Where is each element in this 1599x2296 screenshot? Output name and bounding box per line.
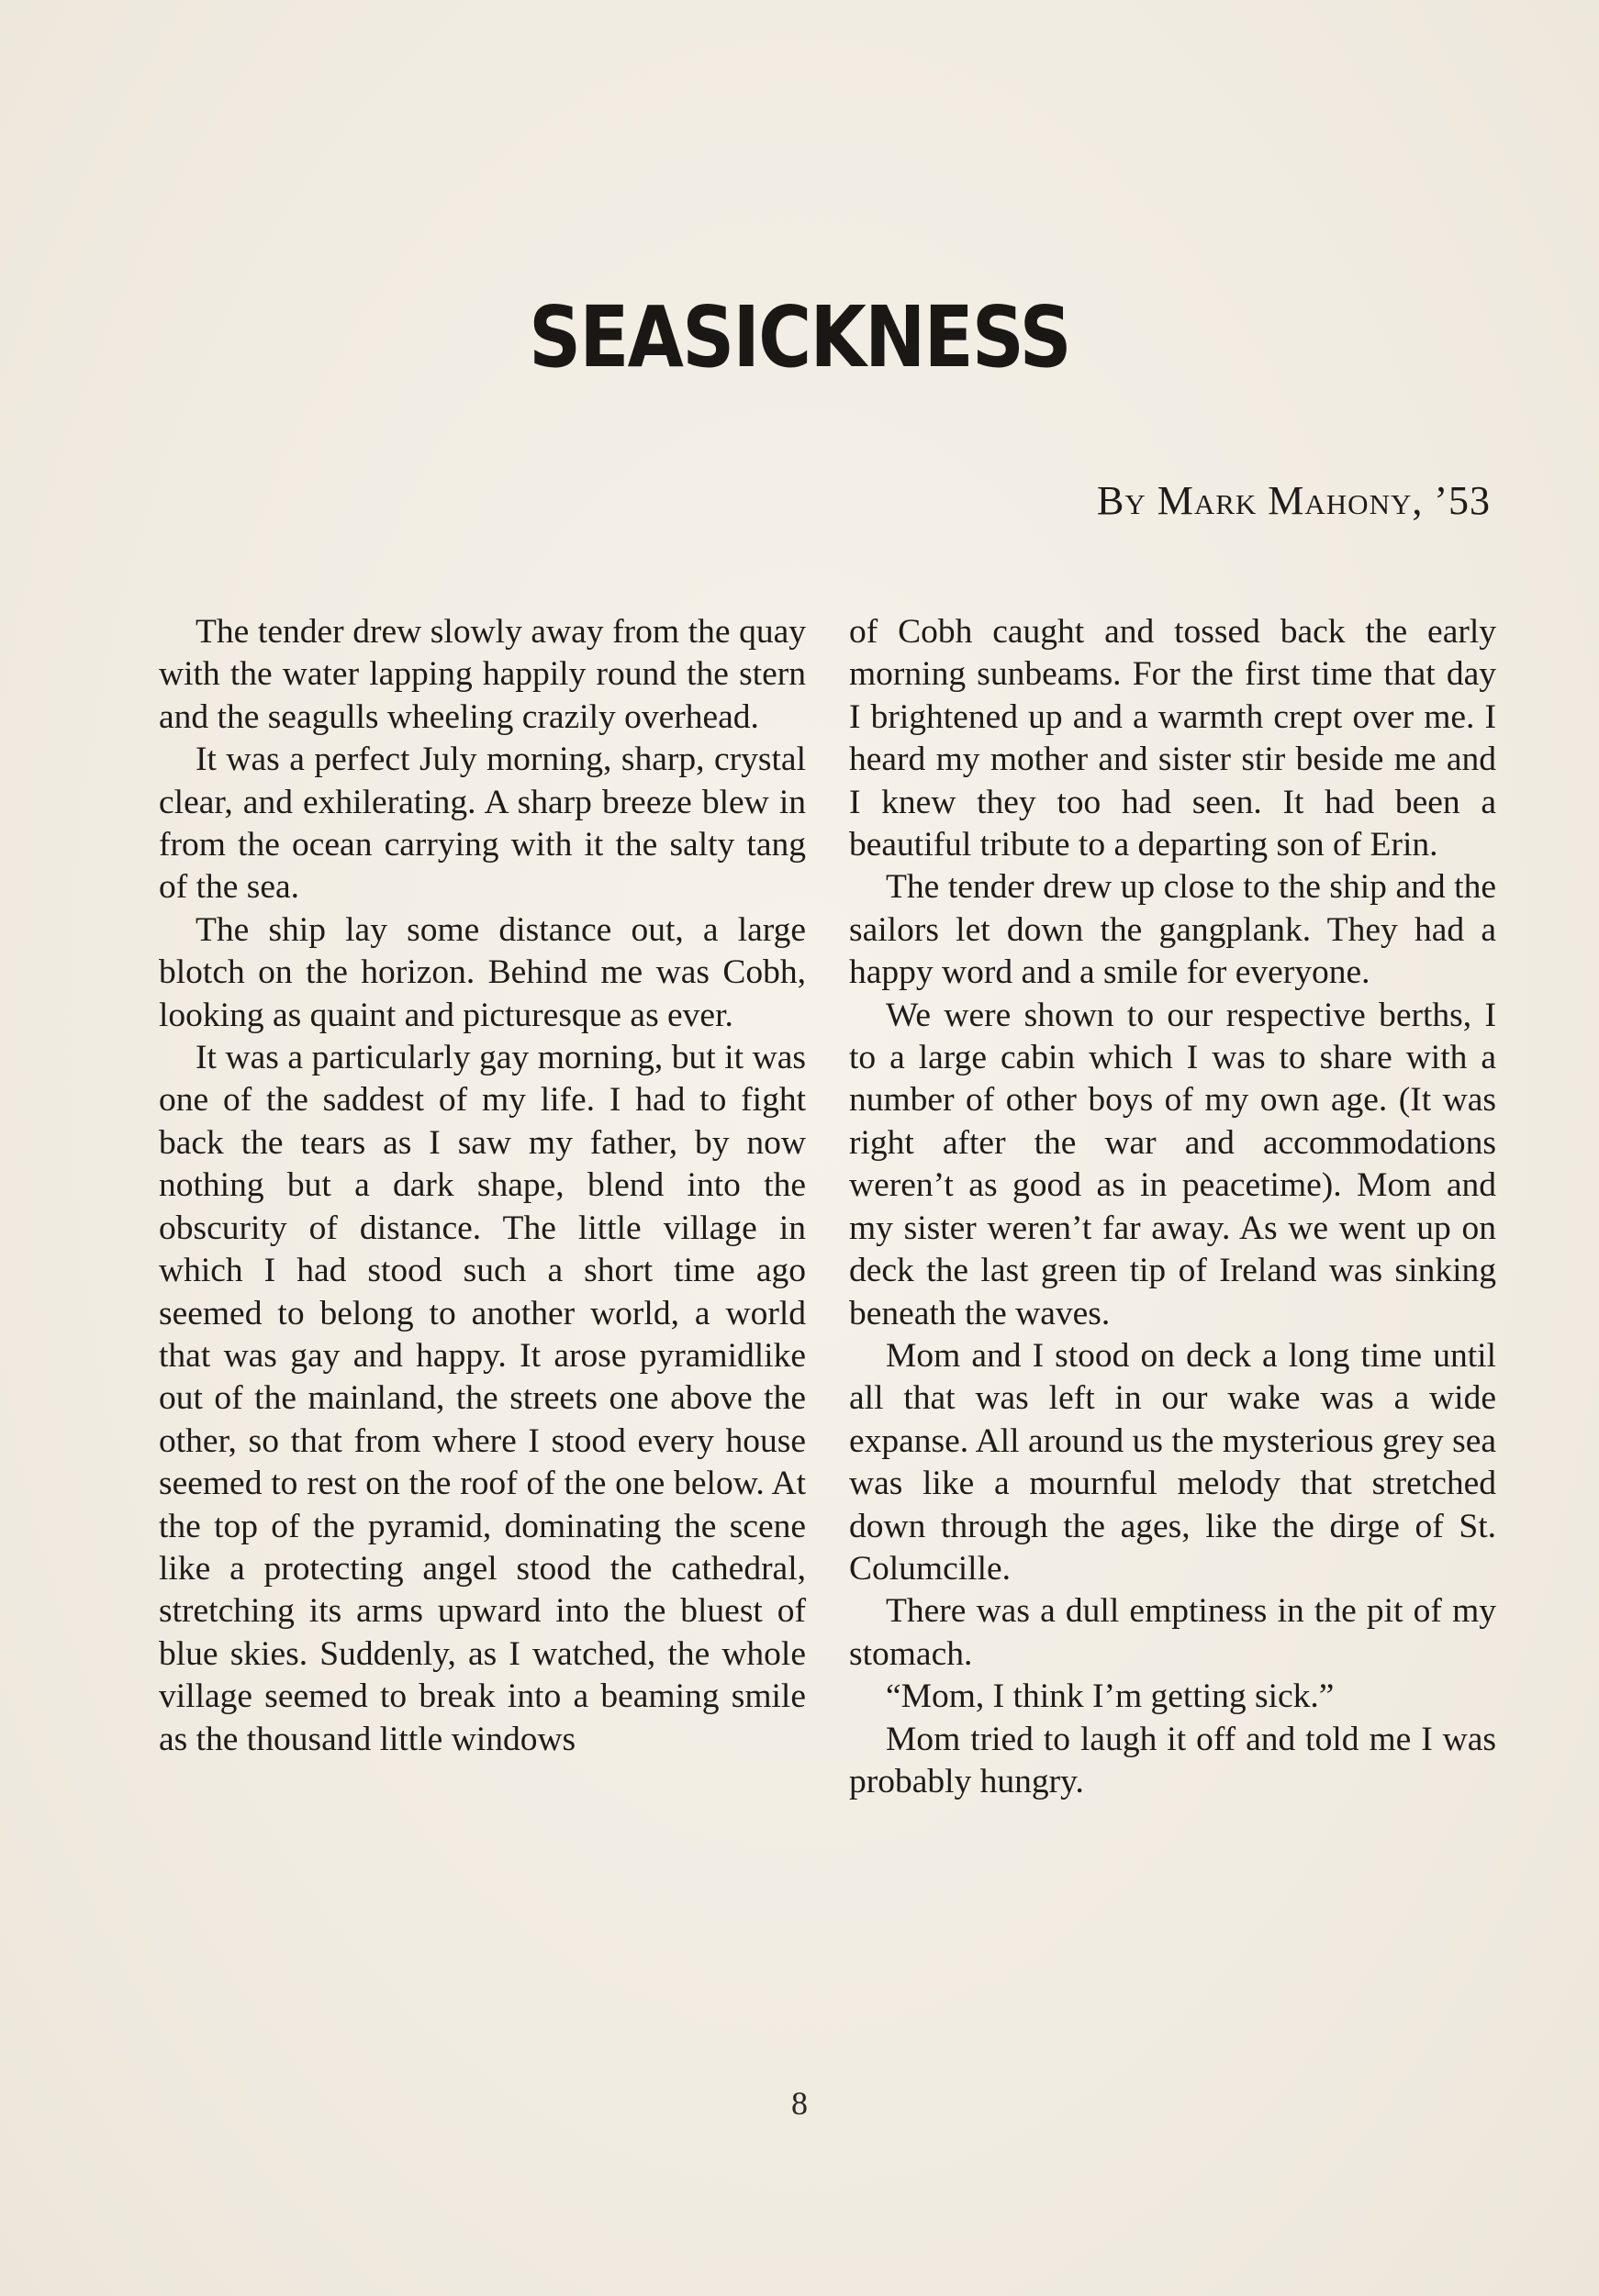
right-column [849, 611, 1496, 1803]
article-byline: By Mark Mahony, ’53 [1096, 478, 1491, 523]
article-title: SEASICKNESS [529, 288, 1070, 386]
paragraph: Mom tried to laugh it off and told me I was probably hungry. [849, 1720, 1496, 1800]
page-number: 8 [791, 2085, 808, 2122]
paragraph: The tender drew up close to the ship and the sailors let down the gangplank. They had a happy word and a smile for everyone. [849, 868, 1496, 992]
paragraph: Mom and I stood on deck a long time until all that was left in our wake was a wide expanse. All around us the mysterious grey sea was like a mournful melody that stretched down through the ages, like the dirge of St. Columcille. [849, 1336, 1496, 1588]
paragraph-continuation: of Cobh caught and tossed back the early morning sunbeams. For the first time that day I brightened up and a warmth crept over me. I heard my mother and sister stir beside me and I knew they too had seen. It had been a beautiful tribute to a departing son of Erin. [849, 613, 1496, 864]
paragraph: It was a particularly gay morning, but it was one of the saddest of my life. I had to fight back the tears as I saw my father, by now nothing but a dark shape, blend into the obscurity of distance. The little village in which I had stood such a short time ago seemed to belong to another world, a world that was gay and happy. It arose pyramidlike out of the mainland, the streets one above the other, so that from where I stood every house seemed to rest on the roof of the one below. At the top of the pyramid, dominating the scene like a protecting angel stood the cathedral, stretching its arms upward into the bluest of blue skies. Suddenly, as I watched, the whole village seemed to break into a beaming smile as the thousand little windows [159, 1039, 806, 1758]
left-column [159, 611, 806, 1761]
paragraph: There was a dull emptiness in the pit of my stomach. [849, 1592, 1496, 1673]
paragraph: “Mom, I think I’m getting sick.” [886, 1677, 1335, 1716]
paragraph: The ship lay some distance out, a large blotch on the horizon. Behind me was Cobh, looking as quaint and picturesque as ever. [159, 910, 806, 1034]
paragraph: The tender drew slowly away from the quay with the water lapping happily round the stern and the seagulls wheeling crazily overhead. [159, 613, 806, 736]
paragraph: We were shown to our respective berths, I to a large cabin which I was to share with a number of other boys of my own age. (It was right after the war and accommodations weren’t as good as in peacetime). Mom and my sister weren’t far away. As we went up on deck the last green tip of Ireland was sinking beneath the waves. [849, 996, 1496, 1332]
paragraph: It was a perfect July morning, sharp, crystal clear, and exhilerating. A sharp breeze blew in from the ocean carrying with it the salty tang of the sea. [159, 741, 806, 907]
